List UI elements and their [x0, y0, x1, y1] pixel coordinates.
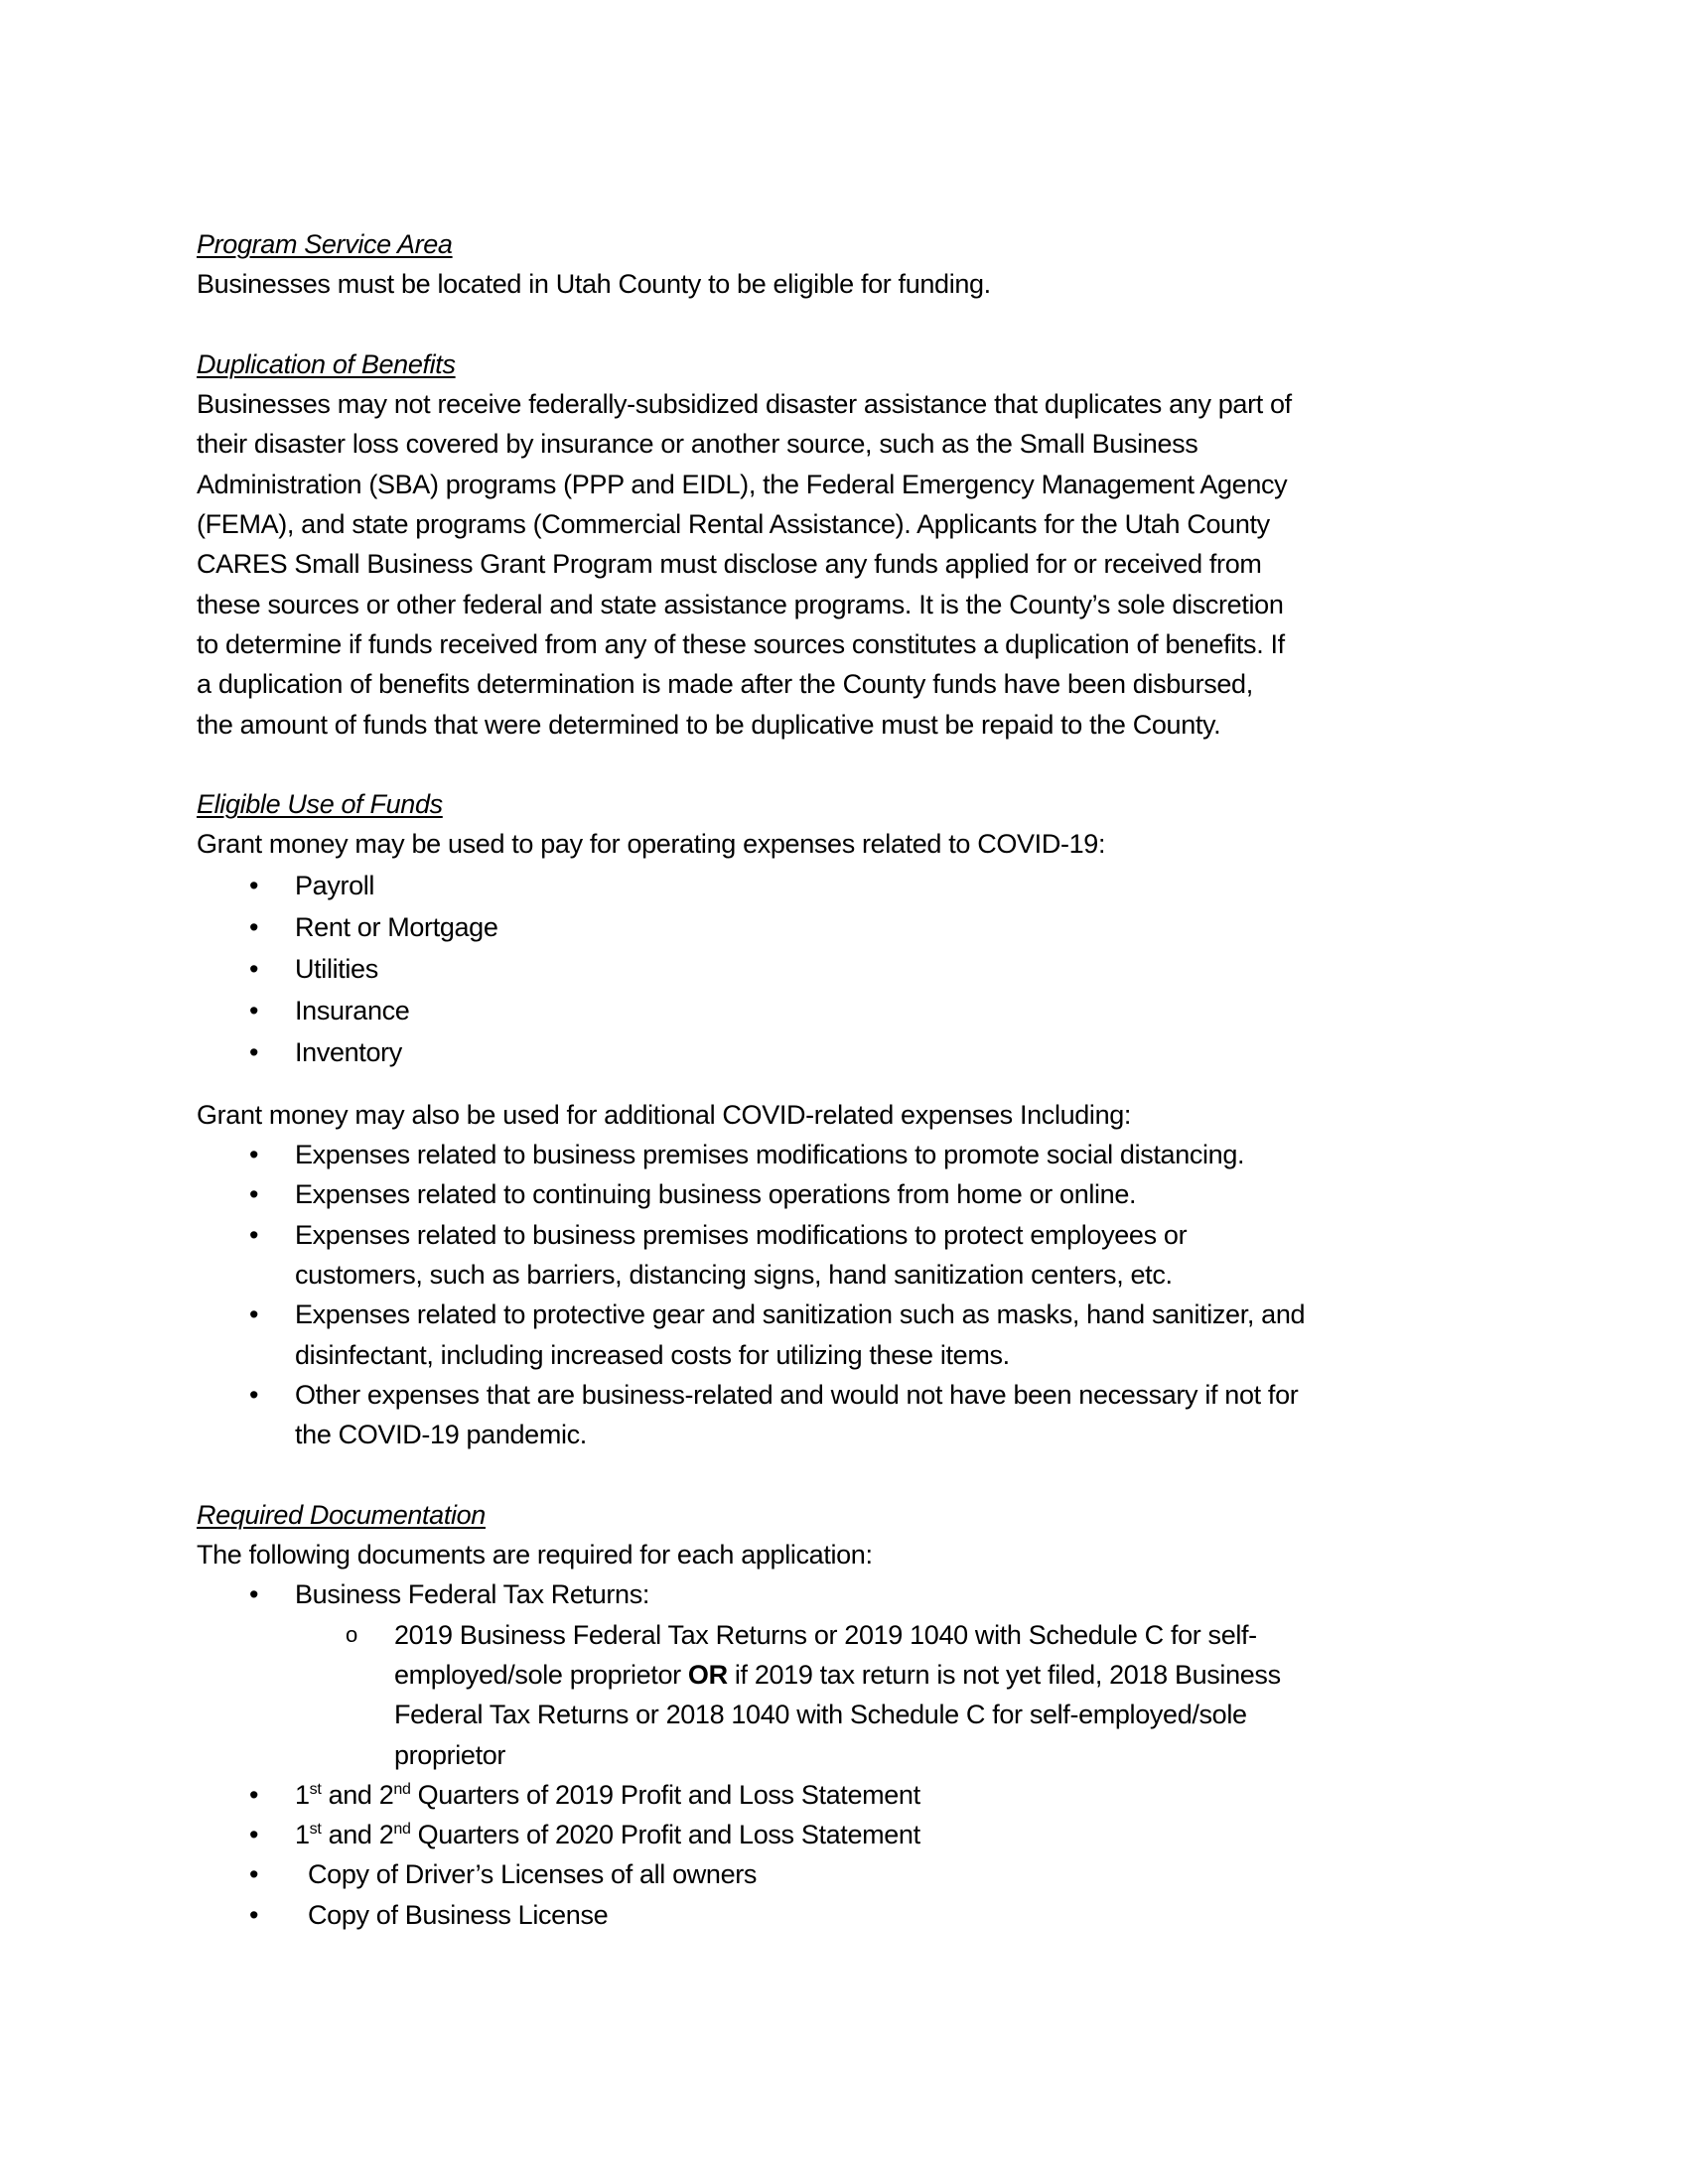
paragraph-line: (FEMA), and state programs (Commercial Rental Assistance). Applicants for the Utah County: [197, 509, 1270, 540]
list-item: [197, 1174, 1507, 1214]
bullet-icon: •: [249, 1859, 259, 1890]
list-item-text: Copy of Business License: [308, 1899, 609, 1930]
spacer: [197, 745, 1507, 784]
bullet-icon: •: [249, 1036, 259, 1067]
spacer: [197, 1454, 1507, 1494]
bullet-icon: •: [249, 870, 259, 900]
list-item-text: the COVID-19 pandemic.: [295, 1420, 587, 1450]
list-item: [197, 1031, 1507, 1073]
list-item: [197, 906, 1507, 948]
list-item-text: Expenses related to business premises modifications to protect employees or: [295, 1219, 1188, 1250]
bullet-icon: •: [249, 1179, 259, 1210]
list-item: [197, 1295, 1507, 1375]
paragraph-line: these sources or other federal and state assistance programs. It is the County’s sole discretion: [197, 589, 1284, 619]
sub-item-line: Federal Tax Returns or 2018 1040 with Schedule C for self-employed/sole: [394, 1700, 1247, 1730]
list-item-text: Payroll: [295, 870, 375, 900]
required-docs-list: [197, 1574, 1507, 1935]
bullet-icon: •: [249, 1820, 259, 1850]
list-item-text: Insurance: [295, 995, 410, 1025]
list-item-text: Expenses related to continuing business operations from home or online.: [295, 1179, 1137, 1210]
list-item-text: Utilities: [295, 953, 378, 984]
text-span: 1: [295, 1820, 310, 1850]
bullet-icon: •: [249, 1140, 259, 1170]
list-item: [197, 1854, 1507, 1894]
sub-item-line: 2019 Business Federal Tax Returns or 2019 1040 with Schedule C for self-: [394, 1619, 1257, 1650]
list-item: [197, 1895, 1507, 1935]
heading-eligible-use-of-funds: Eligible Use of Funds: [197, 789, 443, 820]
spacer: [197, 1073, 1507, 1095]
sub-item-line: proprietor: [394, 1739, 506, 1770]
bullet-icon: •: [249, 1299, 259, 1330]
sub-item-line: [394, 1655, 1507, 1695]
paragraph-line: Businesses may not receive federally-subsidized disaster assistance that duplicates any part of: [197, 389, 1292, 420]
paragraph-line: a duplication of benefits determination is made after the County funds have been disbursed,: [197, 669, 1253, 700]
sub-list-item: [197, 1615, 1507, 1775]
text-span: Quarters of 2019 Profit and Loss Statement: [410, 1779, 920, 1810]
list-item-text: customers, such as barriers, distancing signs, hand sanitization centers, etc.: [295, 1259, 1173, 1290]
additional-expenses-list: [197, 1135, 1507, 1454]
bullet-icon: •: [249, 1219, 259, 1250]
or-emphasis: OR: [687, 1659, 728, 1690]
text-span: and 2: [321, 1820, 394, 1850]
text-span: employed/sole proprietor: [394, 1659, 688, 1690]
paragraph-line: the amount of funds that were determined to be duplicative must be repaid to the County.: [197, 709, 1221, 740]
list-item: [197, 1375, 1507, 1455]
list-item-text: Inventory: [295, 1036, 402, 1067]
list-item-text: Business Federal Tax Returns:: [295, 1579, 650, 1610]
list-item: [197, 1135, 1507, 1174]
ordinal-suffix: nd: [393, 1780, 411, 1798]
eligible-use-intro-2: Grant money may also be used for additional COVID-related expenses Including:: [197, 1099, 1132, 1130]
list-item-text: Expenses related to protective gear and sanitization such as masks, hand sanitizer, and: [295, 1299, 1306, 1330]
list-item-text: Copy of Driver’s Licenses of all owners: [308, 1859, 758, 1890]
paragraph-line: Administration (SBA) programs (PPP and EIDL), the Federal Emergency Management Agency: [197, 469, 1288, 499]
paragraph-line: CARES Small Business Grant Program must disclose any funds applied for or received from: [197, 549, 1262, 580]
list-item-text: Other expenses that are business-related and would not have been necessary if not for: [295, 1379, 1299, 1410]
ordinal-suffix: st: [309, 1821, 322, 1839]
ordinal-suffix: nd: [393, 1821, 411, 1839]
ordinal-suffix: st: [309, 1780, 322, 1798]
circle-bullet-icon: o: [346, 1621, 357, 1647]
duplication-paragraph: [197, 384, 1507, 745]
bullet-icon: •: [249, 1379, 259, 1410]
document-page: [197, 224, 1507, 1935]
list-item: [197, 1775, 1507, 1815]
heading-required-documentation: Required Documentation: [197, 1499, 486, 1530]
list-item: [197, 948, 1507, 990]
eligible-use-intro: Grant money may be used to pay for operating expenses related to COVID-19:: [197, 829, 1106, 860]
list-item-text: Rent or Mortgage: [295, 911, 498, 942]
bullet-icon: •: [249, 953, 259, 984]
list-item: [197, 865, 1507, 906]
list-item: [197, 1215, 1507, 1296]
text-span: and 2: [321, 1779, 394, 1810]
heading-program-service-area: Program Service Area: [197, 229, 453, 259]
text-span: if 2019 tax return is not yet filed, 2018 Business: [727, 1659, 1281, 1690]
text-span: Quarters of 2020 Profit and Loss Statement: [410, 1820, 920, 1850]
bullet-icon: •: [249, 1579, 259, 1610]
list-item-text: disinfectant, including increased costs for utilizing these items.: [295, 1339, 1010, 1370]
list-item: [197, 1815, 1507, 1854]
paragraph-line: to determine if funds received from any of these sources constitutes a duplication of benefits. If: [197, 628, 1285, 659]
list-item: [197, 1574, 1507, 1614]
operating-expenses-list: [197, 865, 1507, 1073]
spacer: [197, 305, 1507, 344]
bullet-icon: •: [249, 911, 259, 942]
bullet-icon: •: [249, 1899, 259, 1930]
list-item: [197, 990, 1507, 1031]
bullet-icon: •: [249, 995, 259, 1025]
list-item-text: Expenses related to business premises modifications to promote social distancing.: [295, 1140, 1245, 1170]
service-area-text: Businesses must be located in Utah County to be eligible for funding.: [197, 269, 991, 300]
paragraph-line: their disaster loss covered by insurance or another source, such as the Small Business: [197, 429, 1198, 460]
required-docs-intro: The following documents are required for each application:: [197, 1540, 873, 1570]
bullet-icon: •: [249, 1779, 259, 1810]
heading-duplication-of-benefits: Duplication of Benefits: [197, 348, 456, 379]
text-span: 1: [295, 1779, 310, 1810]
